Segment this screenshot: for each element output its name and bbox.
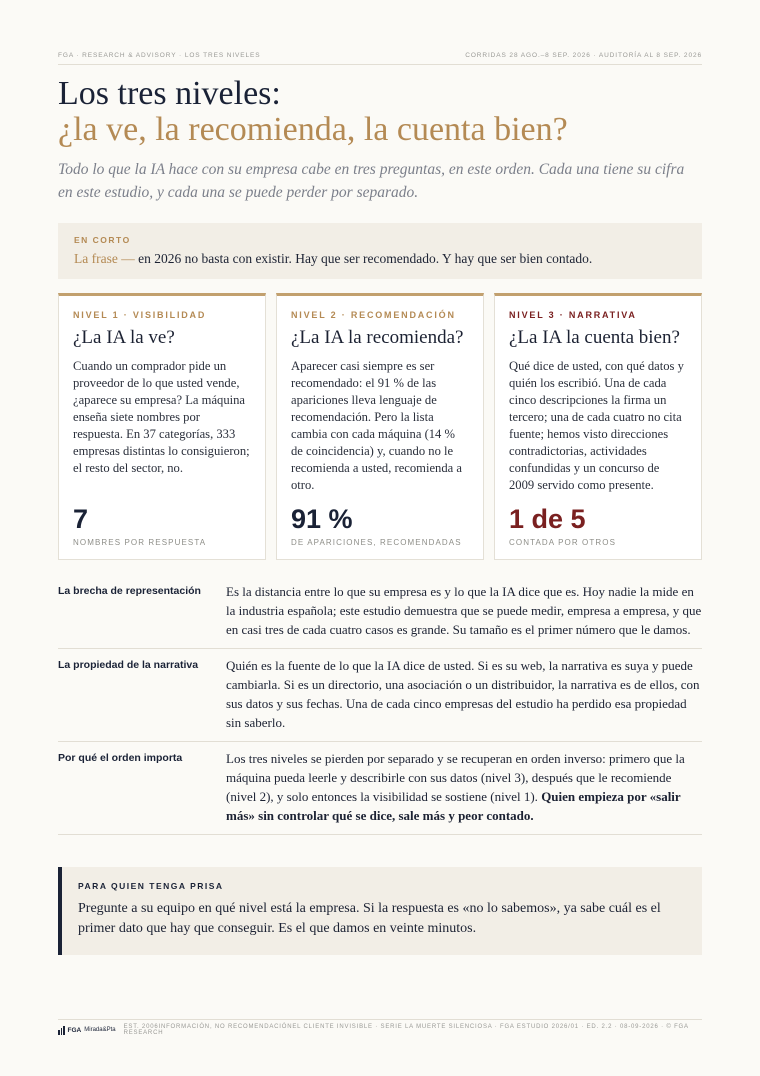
- level-stat: 1 de 5: [509, 504, 586, 534]
- definition-body: Es la distancia entre lo que su empresa es y lo que la IA dice que es. Hoy nadie la mide en la industria española; este estudio demuestra que se puede medir, empresa a empresa, y que en casi tres de cada cuatro casos es grande. Su tamaño es el primer número que le damos.: [226, 584, 702, 637]
- en-corto-body: en 2026 no basta con existir. Hay que ser recomendado. Y hay que ser bien contado.: [134, 251, 593, 266]
- definition-body: Los tres niveles se pierden por separado y se recuperan en orden inverso: primero que la máquina pueda leerle y describirle con sus datos (nivel 3), después que le recomiende (nivel 2), y solo entonces la visibilidad se sostiene (nivel 1).: [226, 751, 685, 804]
- definition-term: Por qué el orden importa: [58, 752, 183, 764]
- level-body: Qué dice de usted, con qué datos y quién los escribió. Una de cada cinco descripciones la firma un tercero; una de cada cuatro no cita fuente; hemos visto direcciones contradictorias, actividades confundidas y un concurso de 2009 servido como presente.: [509, 359, 684, 492]
- prisa-callout: [58, 867, 702, 955]
- level-card-narrative: [494, 293, 702, 560]
- definition-row: [58, 742, 702, 835]
- footer-text: EST. 2006INFORMACIÓN, NO RECOMENDACIÓNEL CLIENTE INVISIBLE · SERIE LA MUERTE SILENCIOSA · FGA ESTUDIO 2026/01 · ED. 2.2 · 08-09-2026 · © FGA RESEARCH: [123, 1024, 689, 1036]
- running-header: [58, 52, 702, 59]
- definitions-list: [58, 576, 702, 835]
- logo-sub: Mirada&Pta: [84, 1027, 116, 1033]
- fga-logo: [58, 1026, 116, 1035]
- definition-row: [58, 576, 702, 649]
- definition-row: [58, 649, 702, 742]
- definition-text: [226, 656, 702, 732]
- en-corto-box: [58, 223, 702, 279]
- bars-icon: [58, 1026, 65, 1035]
- page-title-question: ¿la ve, la recomienda, la cuenta bien?: [58, 111, 568, 148]
- page-title: Los tres niveles:: [58, 75, 281, 112]
- level-stat-label: CONTADA POR OTROS: [509, 538, 617, 547]
- level-body: Cuando un comprador pide un proveedor de lo que usted vende, ¿aparece su empresa? La máquina enseña siete nombres por respuesta. En 37 categorías, 333 empresas distintas lo consiguieron; el resto del sector, no.: [73, 359, 250, 475]
- logo-name: FGA: [67, 1026, 82, 1034]
- level-stat: 91 %: [291, 504, 353, 534]
- definition-term: La brecha de representación: [58, 585, 201, 597]
- definition-emphasis: Quien empieza por «salir más» sin controlar qué se dice, sale más y peor contado.: [226, 789, 681, 823]
- level-stat-label: NOMBRES POR RESPUESTA: [73, 538, 207, 547]
- level-kicker: NIVEL 3 · NARRATIVA: [509, 310, 637, 320]
- footer-divider: [58, 1019, 702, 1020]
- prisa-text: Pregunte a su equipo en qué nivel está la empresa. Si la respuesta es «no lo sabemos», ya sabe cuál es el primer dato que hay que conseguir. Es el que damos en veinte minutos.: [78, 901, 661, 936]
- level-body: Aparecer casi siempre es ser recomendado: el 91 % de las apariciones lleva lenguaje de recomendación. Pero la lista cambia con cada máquina (14 % de coincidencia) y, cuando no le recomienda a usted, recomienda a otro.: [291, 359, 462, 492]
- level-stat-label: DE APARICIONES, RECOMENDADAS: [291, 538, 462, 547]
- page-footer: [58, 1024, 702, 1036]
- levels-cards: [58, 293, 702, 560]
- page-subtitle: Todo lo que la IA hace con su empresa cabe en tres preguntas, en este orden. Cada una tiene su cifra en este estudio, y cada una se puede perder por separado.: [58, 161, 685, 201]
- level-card-recommendation: [276, 293, 484, 560]
- header-right: CORRIDAS 28 AGO.–8 SEP. 2026 · AUDITORÍA AL 8 SEP. 2026: [465, 52, 702, 59]
- level-question: ¿La IA la cuenta bien?: [509, 327, 680, 348]
- header-left: FGA · RESEARCH & ADVISORY · LOS TRES NIVELES: [58, 52, 261, 59]
- level-question: ¿La IA la recomienda?: [291, 327, 464, 348]
- en-corto-label: EN CORTO: [74, 235, 131, 245]
- definition-text: [226, 749, 702, 825]
- level-stat: 7: [73, 504, 89, 534]
- en-corto-text: [74, 251, 686, 267]
- level-kicker: NIVEL 2 · RECOMENDACIÓN: [291, 310, 456, 320]
- level-kicker: NIVEL 1 · VISIBILIDAD: [73, 310, 207, 320]
- level-card-visibility: [58, 293, 266, 560]
- definition-term: La propiedad de la narrativa: [58, 659, 199, 671]
- header-divider: [58, 64, 702, 65]
- en-corto-lead: La frase —: [74, 251, 135, 266]
- definition-body: Quién es la fuente de lo que la IA dice de usted. Si es su web, la narrativa es suya y puede cambiarla. Si es un directorio, una asociación o un distribuidor, la narrativa es de ellos, con sus datos y sus fechas. Una de cada cinco empresas del estudio ha perdido esa propiedad sin saberlo.: [226, 658, 700, 730]
- prisa-label: PARA QUIEN TENGA PRISA: [78, 881, 224, 891]
- level-question: ¿La IA la ve?: [73, 327, 175, 348]
- definition-text: [226, 582, 702, 639]
